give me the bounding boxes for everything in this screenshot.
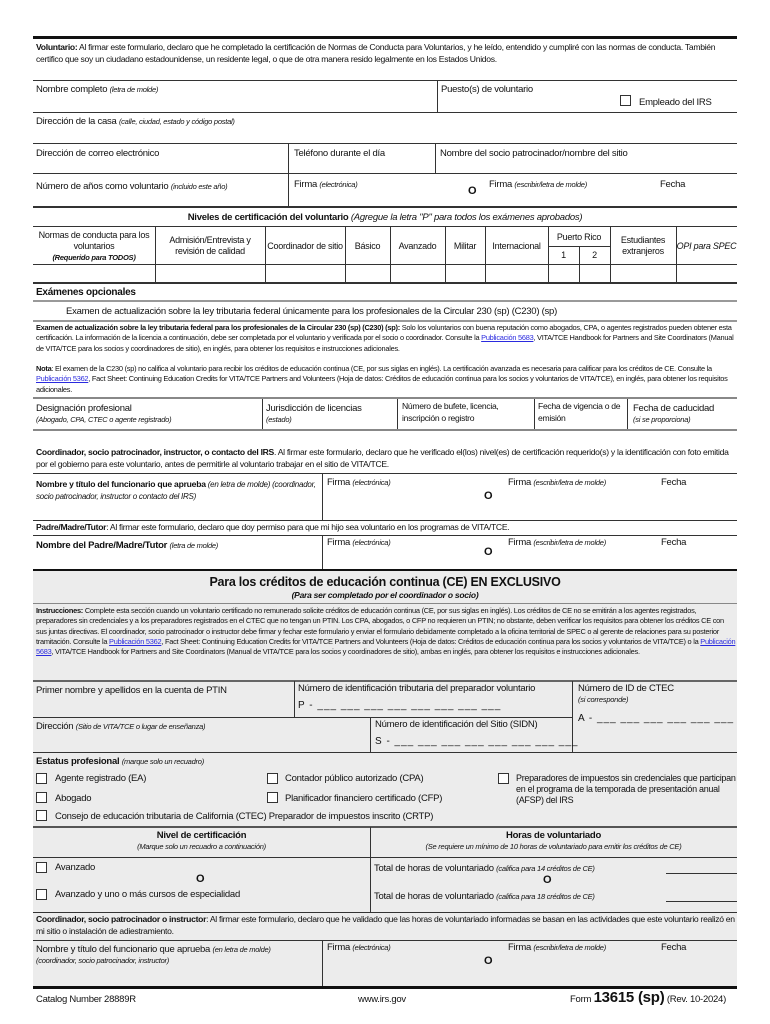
pub-5362-link[interactable]: Publicación 5362 [36,374,89,384]
col-puerto-rico: Puerto Rico [556,231,602,242]
status-attorney-checkbox[interactable] [36,792,47,803]
divider [33,429,737,431]
cert-title: Niveles de certificación del voluntario (Agregue la letra "P" para todos los exámenes aprobados) [187,212,583,223]
partner-site-field[interactable]: Nombre del socio patrocinador/nombre del sitio [440,148,628,159]
ce-date[interactable]: Fecha [661,942,687,953]
signature-electronic-field[interactable]: Firma (electrónica) [294,179,358,190]
divider [33,320,737,322]
divider [676,226,677,282]
or-label: O [468,185,477,197]
approver-declaration: Coordinador, socio patrocinador, instructor, o contacto del IRS. Al firmar este formulario, declaro que he verificado el(los) nivel(es) de certificación requerido(s) y la identificación con foto emitida por el gobierno para este voluntario, antes de permitirle al voluntario trabajar en el sitio de VITA/TCE. [36,447,729,469]
divider [435,143,436,173]
level-advanced-label: Avanzado [55,862,96,873]
email-field[interactable]: Dirección de correo electrónico [36,148,160,159]
or-label: O [196,873,205,885]
divider [155,226,156,282]
parent-declaration: Padre/Madre/Tutor: Al firmar este formulario, declaro que doy permiso para que mi hijo sea voluntario en los programas de VITA/TCE. [36,522,510,532]
or-label: O [543,874,552,886]
ce-instructions: Instrucciones: Complete esta sección cuando un voluntario certificado no remunerado solicite créditos de educación continua (CE, por sus siglas en inglés). Los créditos de CE no se emitirán a los agentes registrados, preparadores sin credenciales y a los preparadores registrados en el CTEC que no tengan un PTIN. Los CPA, abogados, o CFP no requieren un PTIN; no obstante, deben verificar los requisitos para obtener los créditos CE con sus juntas directivas. El coordinador, socio patrocinador o instructor debe firmar y fechar este formulario y enviar el formulario debidamente completado a la oficina territorial de SPEC o al gerente de relaciones para su posterior tramitación. Consulte la Publicación 5362, Fact Sheet: Continuing Education Credits for VITA/TCE Partners and Volunteers (Hoja de datos: Créditos de educación continua para los socios y voluntarios de VITA/TCE) o la Publicación 5683, VITA/TCE Handbook for Partners and Site Coordinators (Manual de VITA/TCE para los socios y coordinadores de sitio), ambas en inglés, para obtener los requisitos e instrucciones adicionales. [36,606,736,657]
divider [33,264,737,265]
divider [33,473,737,474]
status-cfp-checkbox[interactable] [267,792,278,803]
divider [485,226,486,282]
divider [33,520,737,521]
approver-date[interactable]: Fecha [661,477,687,488]
divider [322,473,323,520]
license-number-field[interactable]: Número de bufete, licencia, inscripción o registro [402,401,499,423]
signature-written-field[interactable]: Firma (escribir/letra de molde) [489,179,587,190]
or-label: O [484,955,493,967]
irs-website: www.irs.gov [358,994,406,1005]
level-header: Nivel de certificación (Marque solo un recuadro a continuación) [137,830,266,851]
pub-5362-link[interactable]: Publicación 5362 [109,636,162,646]
col-standards: Normas de conducta para los voluntarios (Requerido para TODOS) [38,229,150,262]
full-name-field[interactable]: Nombre completo (letra de molde) [36,84,159,95]
catalog-number: Catalog Number 28889R [36,994,136,1005]
note-paragraph: Nota: El examen de la C230 (sp) no califica al voluntario para recibir los créditos de educación continua (CE, por sus siglas en inglés). La certificación avanzada es necesaria para calificar para los créditos de CE. Consulte la Publicación 5362, Fact Sheet: Continuing Education Credits for VITA/TCE Partners and Volunteers (Hoja de datos: Créditos de educación continua para los socios y voluntarios de VITA/TCE), en inglés, para obtener los requisitos adicionales. [36,364,728,394]
divider [579,246,580,282]
or-label: O [484,490,493,502]
irs-employee-label: Empleado del IRS [639,97,712,108]
form-number: Form 13615 (sp) (Rev. 10-2024) [570,989,726,1006]
divider [437,80,438,112]
ce-coordinator-declaration: Coordinador, socio patrocinador o instructor: Al firmar este formulario, declaro que he validado que las horas de voluntariado informadas se basan en las actividades que este voluntario realizó en mi sitio o instalación de adiestramiento. [36,914,735,936]
divider [33,603,737,604]
irs-employee-checkbox[interactable] [620,95,631,106]
top-rule [33,36,737,39]
divider [33,206,737,208]
col-international: Internacional [492,240,541,251]
col-basic: Básico [354,240,381,251]
volunteer-declaration [36,42,736,65]
divider [33,112,737,113]
divider [288,143,289,206]
ctec-label: Número de ID de CTEC (si corresponde) [578,683,674,704]
divider [322,940,323,986]
divider [33,397,737,399]
parent-date[interactable]: Fecha [661,537,687,548]
divider [627,399,628,429]
status-afsp-label: Preparadores de impuestos sin credenciales que participan en el programa de la temporada de presentación anual (AFSP) del IRS [516,773,736,805]
approver-name-field[interactable]: Nombre y título del funcionario que aprueba (en letra de molde) (coordinador, socio patrocinador, instructor o contacto del IRS) [36,479,316,501]
pub-5683-link[interactable]: Publicación 5683 [36,636,736,657]
c230-exam: Examen de actualización sobre la ley tributaria federal únicamente para los profesionales de la Circular 230 (sp) (C230) (sp) [66,306,557,317]
ce-title: Para los créditos de educación continua (CE) EN EXCLUSIVO [209,575,561,589]
ce-signature-written[interactable]: Firma (escribir/letra de molde) [508,942,606,953]
hours-18-input[interactable] [666,901,737,902]
status-crtp-label: Consejo de educación tributaria de California (CTEC) Preparador de impuestos inscrito (CRTP) [55,811,434,822]
divider [33,680,737,682]
parent-signature-electronic[interactable]: Firma (electrónica) [327,537,391,548]
ce-subtitle: (Para ser completado por el coordinador o socio) [291,590,479,600]
col-military: Militar [453,240,477,251]
home-address-field[interactable]: Dirección de la casa (calle, ciudad, estado y código postal) [36,116,235,127]
divider [33,300,737,302]
status-title: Estatus profesional (marque solo un recuadro) [36,756,204,767]
divider [33,80,737,81]
c230-paragraph: Examen de actualización sobre la ley tributaria federal para los profesionales de la Circular 230 (sp) (C230) (sp): Solo los voluntarios con buena reputación como abogados, CPA, o agentes registrados pueden obtener esta certificación. La información de la licencia a continuación, debe ser completada por el voluntario y verificada por el socio o coordinador. Consulte la Publicación 5683, VITA/TCE Handbook for Partners and Site Coordinators (Manual de VITA/TCE para los socios y coordinadores de sitio), en inglés, para obtener los requisitos e instrucciones adicionales. [36,323,734,353]
status-cpa-checkbox[interactable] [267,773,278,784]
status-ea-checkbox[interactable] [36,773,47,784]
parent-signature-written[interactable]: Firma (escribir/letra de molde) [508,537,606,548]
col-pr-1: 1 [561,250,566,260]
level-advanced-checkbox[interactable] [36,862,47,873]
pub-5683-link[interactable]: Publicación 5683 [481,333,534,343]
divider [33,282,737,284]
divider [33,857,737,858]
divider [345,226,346,282]
divider [548,226,549,282]
divider [33,173,737,174]
status-crtp-checkbox[interactable] [36,810,47,821]
divider [610,226,611,282]
divider [33,940,737,941]
ce-approver-name-field[interactable]: Nombre y título del funcionario que aprueba (en letra de molde) (coordinador, socio patrocinador, instructor) [36,944,271,965]
ptin-input[interactable]: P - ___ ___ ___ ___ ___ ___ ___ ___ [298,700,502,711]
divider [33,569,737,571]
parent-name-field[interactable]: Nombre del Padre/Madre/Tutor (letra de molde) [36,540,219,551]
divider [33,535,737,536]
hours-14-label: Total de horas de voluntariado (califica para 14 créditos de CE) [374,863,595,874]
status-ea-label: Agente registrado (EA) [55,773,147,784]
hours-14-input[interactable] [666,873,737,874]
level-advanced-specialty-label: Avanzado y uno o más cursos de especialidad [55,889,241,900]
divider [322,535,323,570]
divider [370,717,371,753]
or-label: O [484,546,493,558]
approver-signature-written[interactable]: Firma (escribir/letra de molde) [508,477,606,488]
designation-field[interactable]: Designación profesional (Abogado, CPA, CTEC o agente registrado) [36,403,172,424]
declaration-text: Al firmar este formulario, declaro que he completado la certificación de Normas de Conducta para Voluntarios, y he leído, entendido y cumpliré con las normas de conducta. También certifico que soy un ciudadano estadounidense, un residente legal, o que de otra manera resido legalmente en los Estados Unidos. [36,42,716,64]
divider [534,399,535,429]
divider [33,226,737,227]
divider [445,226,446,282]
ctec-input[interactable]: A - ___ ___ ___ ___ ___ ___ [578,713,735,724]
status-cpa-label: Contador público autorizado (CPA) [285,773,424,784]
level-advanced-specialty-checkbox[interactable] [36,889,47,900]
phone-field[interactable]: Teléfono durante el día [294,148,385,159]
effective-date-field[interactable]: Fecha de vigencia o de emisión [538,401,621,423]
hours-18-label: Total de horas de voluntariado (califica para 18 créditos de CE) [374,891,595,902]
col-intake: Admisión/Entrevista y revisión de calidad [169,235,251,256]
ce-address-field[interactable]: Dirección (Sitio de VITA/TCE o lugar de enseñanza) [36,721,206,732]
volunteer-label: Voluntario: [36,42,78,52]
ce-signature-electronic[interactable]: Firma (electrónica) [327,942,391,953]
expiration-date-field[interactable]: Fecha de caducidad (si se proporciona) [633,403,715,424]
divider [33,143,737,144]
date-field[interactable]: Fecha [660,179,686,190]
status-attorney-label: Abogado [55,793,92,804]
divider [390,226,391,282]
col-advanced: Avanzado [398,240,437,251]
ptin-name-field[interactable]: Primer nombre y apellidos en la cuenta de PTIN [36,685,227,696]
status-cfp-label: Planificador financiero certificado (CFP) [285,793,443,804]
hours-header: Horas de voluntariado (Se requiere un mínimo de 10 horas de voluntariado para emitir los créditos de CE) [425,830,682,851]
status-afsp-checkbox[interactable] [498,773,509,784]
divider [262,399,263,429]
positions-field[interactable]: Puesto(s) de voluntario [441,84,533,95]
col-site-coordinator: Coordinador de sitio [267,240,343,251]
divider [33,826,737,828]
jurisdiction-field[interactable]: Jurisdicción de licencias (estado) [266,403,362,424]
divider [33,752,737,753]
years-field[interactable]: Número de años como voluntario (incluido este año) [36,181,228,192]
divider [294,681,295,717]
approver-signature-electronic[interactable]: Firma (electrónica) [327,477,391,488]
optional-exams-title: Exámenes opcionales [36,287,136,298]
divider [397,399,398,429]
col-pr-2: 2 [592,250,597,260]
ptin-label: Número de identificación tributaria del preparador voluntario [298,683,536,694]
divider [265,226,266,282]
col-foreign-students: Estudiantes extranjeros [620,235,666,256]
col-opi: OPI para SPEC [676,240,737,251]
sidn-label: Número de identificación del Sitio (SIDN) [375,719,538,730]
sidn-input[interactable]: S - ___ ___ ___ ___ ___ ___ ___ ___ [375,736,579,747]
divider [33,717,572,718]
